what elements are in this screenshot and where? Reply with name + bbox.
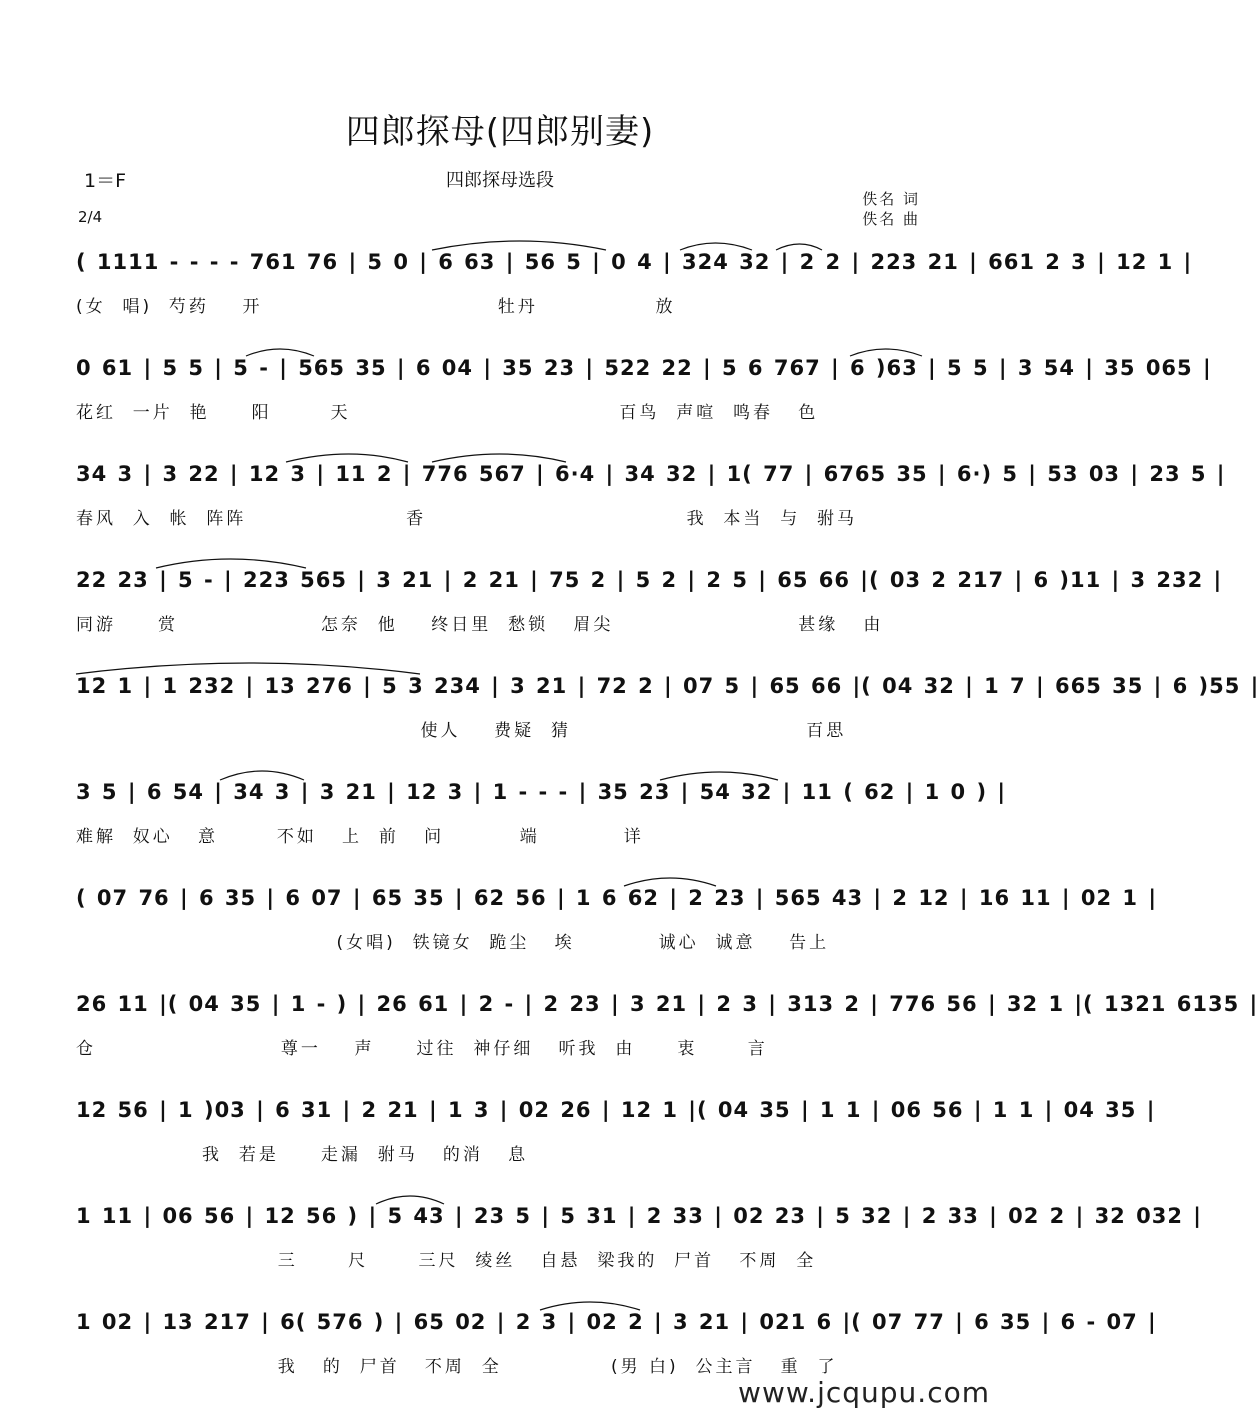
notation-line: 1 11 | 06 56 | 12 56 ) | 5 43 | 23 5 | 5 31 | 2 33 | 02 23 | 5 32 | 2 33 | 02 2 | 32 032 | xyxy=(76,1204,1202,1228)
slur xyxy=(850,349,922,356)
time-signature: 2/4 xyxy=(78,208,103,226)
score-row xyxy=(0,886,1158,966)
score-row xyxy=(0,780,1007,860)
score-row xyxy=(0,674,1259,754)
score-row xyxy=(0,568,1223,648)
watermark-url[interactable]: www.jcqupu.com xyxy=(738,1376,990,1409)
lyrics-line: 难解 奴心 意 不如 上 前 问 端 详 xyxy=(76,827,644,847)
lyrics-line: 春风 入 帐 阵阵 香 我 本当 与 驸马 xyxy=(76,509,858,529)
lyrics-line: 花红 一片 艳 阳 天 百鸟 声喧 鸣春 色 xyxy=(76,403,819,423)
notation-line: 22 23 | 5 - | 223 565 | 3 21 | 2 21 | 75 2 | 5 2 | 2 5 | 65 66 |( 03 2 217 | 6 )11 | 3 232 | xyxy=(76,568,1223,592)
slur xyxy=(660,772,778,780)
notation-line: 26 11 |( 04 35 | 1 - ) | 26 61 | 2 - | 2 23 | 3 21 | 2 3 | 313 2 | 776 56 | 32 1 |( 1321 6135 | xyxy=(76,992,1259,1016)
slur xyxy=(376,1196,444,1204)
notation-line: 12 1 | 1 232 | 13 276 | 5 3 234 | 3 21 | 72 2 | 07 5 | 65 66 |( 04 32 | 1 7 | 665 35 | 6 )55 | xyxy=(76,674,1259,698)
notation-line: 0 61 | 5 5 | 5 - | 565 35 | 6 04 | 35 23 | 522 22 | 5 6 767 | 6 )63 | 5 5 | 3 54 | 35 065 | xyxy=(76,356,1212,380)
slur xyxy=(540,1302,640,1310)
notation-line: 12 56 | 1 )03 | 6 31 | 2 21 | 1 3 | 02 26 | 12 1 |( 04 35 | 1 1 | 06 56 | 1 1 | 04 35 | xyxy=(76,1098,1156,1122)
page-title: 四郎探母(四郎别妻) xyxy=(345,112,655,152)
lyricist-credit: 佚名 词 xyxy=(862,190,920,208)
score-row xyxy=(0,1204,1202,1284)
key-signature: 1＝F xyxy=(84,170,127,192)
slur xyxy=(220,771,304,780)
slur xyxy=(246,349,314,356)
slur xyxy=(76,663,420,674)
slur xyxy=(680,243,752,250)
lyrics-line: 我 若是 走漏 驸马 的消 息 xyxy=(76,1145,529,1165)
notation-line: 1 02 | 13 217 | 6( 576 ) | 65 02 | 2 3 | 02 2 | 3 21 | 021 6 |( 07 77 | 6 35 | 6 - 07 | xyxy=(76,1310,1157,1334)
notation-line: 3 5 | 6 54 | 34 3 | 3 21 | 12 3 | 1 - - - | 35 23 | 54 32 | 11 ( 62 | 1 0 ) | xyxy=(76,780,1007,804)
score-row xyxy=(0,356,1212,436)
lyrics-line: (女唱) 铁镜女 跪尘 埃 诚心 诚意 告上 xyxy=(76,933,830,953)
lyrics-line: 仓 尊一 声 过往 神仔细 听我 由 衷 言 xyxy=(76,1039,768,1059)
lyrics-line: 我 的 尸首 不周 全 (男 白) 公主言 重 了 xyxy=(76,1357,838,1377)
lyrics-line: 三 尺 三尺 绫丝 自悬 梁我的 尸首 不周 全 xyxy=(76,1251,817,1271)
notation-line: 34 3 | 3 22 | 12 3 | 11 2 | 776 567 | 6·4 | 34 32 | 1( 77 | 6765 35 | 6·) 5 | 53 03 | 23 5 | xyxy=(76,462,1226,486)
score-row xyxy=(0,462,1226,542)
composer-credit: 佚名 曲 xyxy=(862,210,920,228)
score-row xyxy=(0,1098,1156,1178)
slur xyxy=(624,878,716,886)
lyrics-line: (女 唱) 芍药 开 牡丹 放 xyxy=(76,297,676,317)
slur xyxy=(432,241,606,250)
notation-line: ( 07 76 | 6 35 | 6 07 | 65 35 | 62 56 | 1 6 62 | 2 23 | 565 43 | 2 12 | 16 11 | 02 1 | xyxy=(76,886,1158,910)
lyrics-line: 同游 赏 怎奈 他 终日里 愁锁 眉尖 甚缘 由 xyxy=(76,615,884,635)
subtitle: 四郎探母选段 xyxy=(446,170,554,191)
slur xyxy=(156,559,306,568)
slur xyxy=(432,454,566,462)
score-row xyxy=(0,992,1259,1072)
score-row xyxy=(0,250,1193,330)
notation-line: ( 1111 - - - - 761 76 | 5 0 | 6 63 | 56 5 | 0 4 | 324 32 | 2 2 | 223 21 | 661 2 3 | 12 1 | xyxy=(76,250,1193,274)
slur xyxy=(286,454,408,462)
lyrics-line: 使人 费疑 猜 百思 xyxy=(76,721,847,741)
